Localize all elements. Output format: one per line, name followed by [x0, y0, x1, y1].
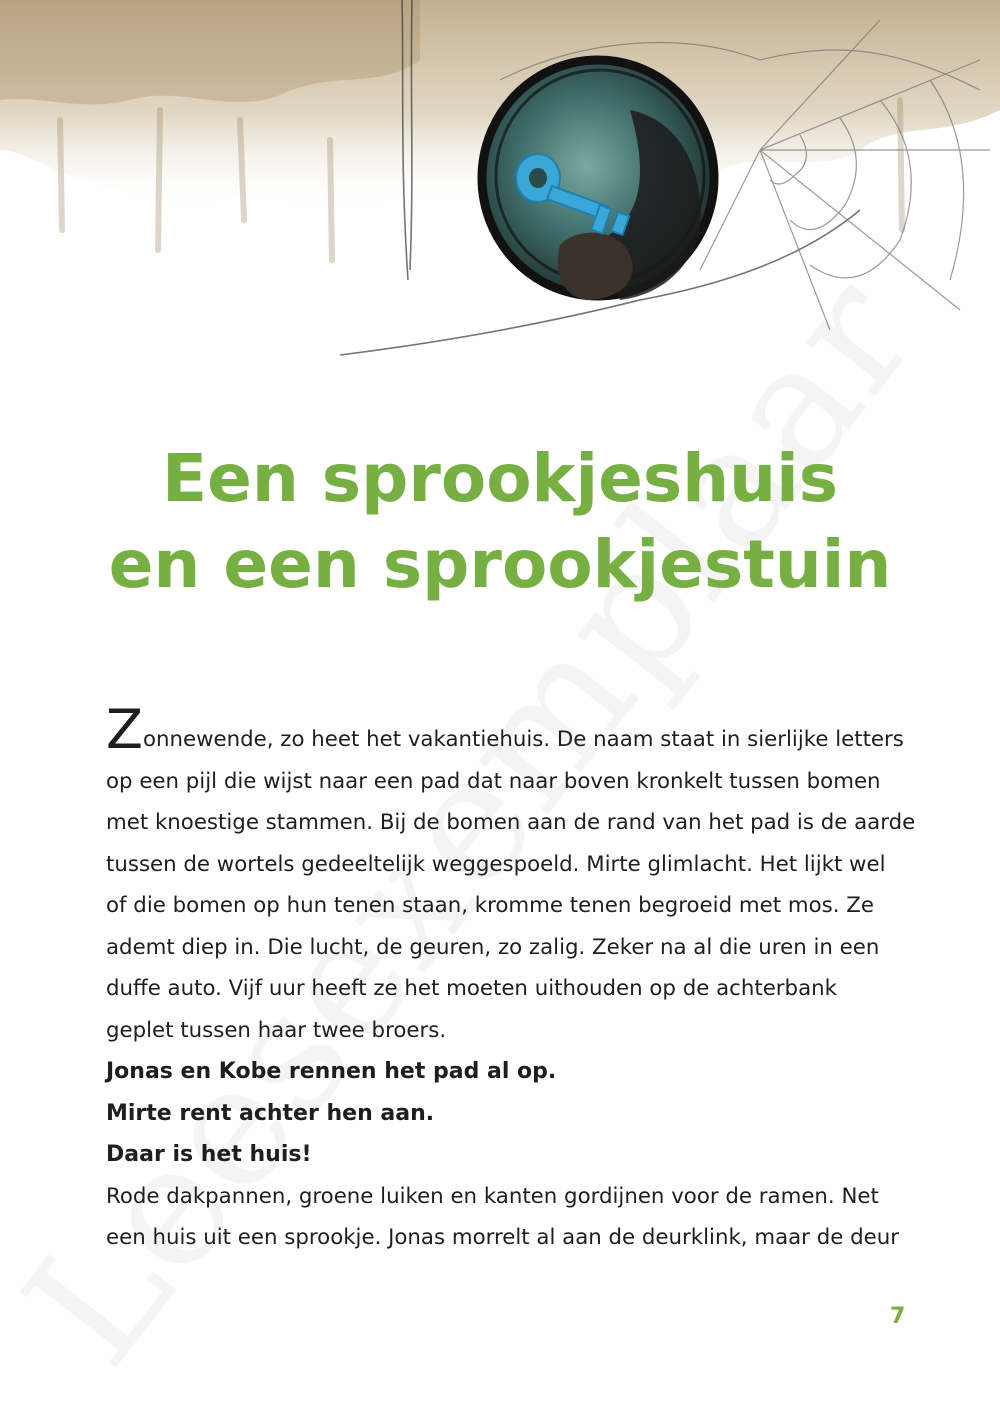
text-line: tussen de wortels gedeeltelijk weggespoeld. Mirte glimlacht. Het lijkt wel	[106, 851, 886, 877]
bold-line: Daar is het huis!	[106, 1142, 312, 1167]
text-line: geplet tussen haar twee broers.	[106, 1017, 447, 1043]
title-line-2: en een sprookjestuin	[108, 526, 892, 603]
text-line: Rode dakpannen, groene luiken en kanten gordijnen voor de ramen. Net	[106, 1183, 879, 1209]
page-number: 7	[890, 1304, 906, 1329]
text-line: duffe auto. Vijf uur heeft ze het moeten uithouden op de achterbank	[106, 976, 837, 1001]
title-line-1: Een sprookjeshuis	[161, 440, 839, 517]
text-line: met knoestige stammen. Bij de bomen aan de rand van het pad is de aarde	[106, 810, 916, 835]
first-line-text: onnewende, zo heet het vakantiehuis. De naam staat in sierlijke letters	[143, 727, 904, 752]
text-line: op een pijl die wijst naar een pad dat naar boven kronkelt tussen bomen	[106, 768, 881, 794]
text-line: een huis uit een sprookje. Jonas morrelt al aan de deurklink, maar de deur	[106, 1225, 899, 1250]
bold-line: Mirte rent achter hen aan.	[106, 1100, 435, 1126]
key-in-porthole-illustration	[0, 0, 1000, 380]
chapter-title	[0, 436, 1000, 608]
bold-line: Jonas en Kobe rennen het pad al op.	[106, 1059, 557, 1084]
first-line	[106, 698, 906, 761]
text-line: ademt diep in. Die lucht, de geuren, zo zalig. Zeker na al die uren in een	[106, 934, 880, 960]
story-text	[106, 698, 916, 1259]
text-line: of die bomen op hun tenen staan, kromme tenen begroeid met mos. Ze	[106, 893, 874, 918]
drop-cap: Z	[106, 698, 143, 761]
